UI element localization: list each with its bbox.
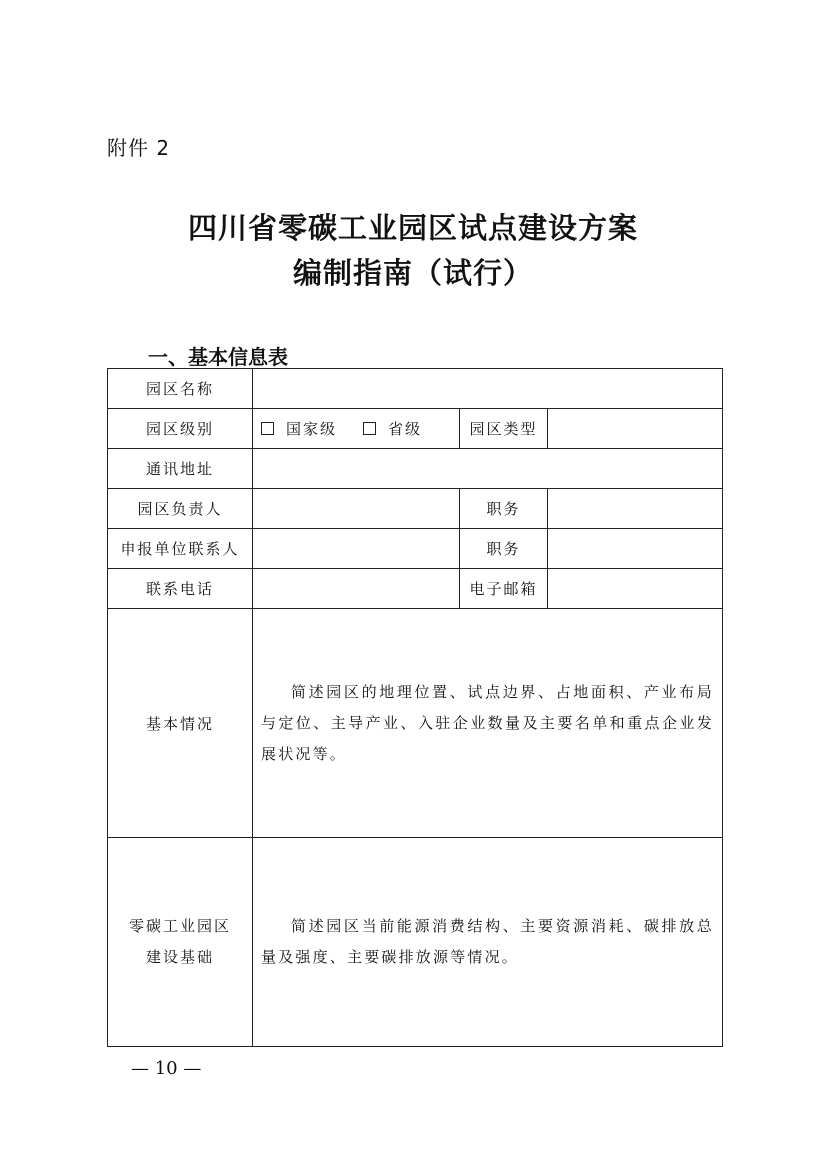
table-row-park-name xyxy=(108,369,723,409)
position-field[interactable] xyxy=(548,489,723,529)
email-label: 电子邮箱 xyxy=(460,569,548,609)
phone-field[interactable] xyxy=(253,569,460,609)
level-option-national-label: 国家级 xyxy=(286,420,338,438)
position-label: 职务 xyxy=(460,489,548,529)
table-row-phone xyxy=(108,569,723,609)
section-heading: 一、基本信息表 xyxy=(148,345,288,369)
zero-carbon-basis-field[interactable] xyxy=(253,838,723,1047)
basic-info-label: 基本情况 xyxy=(108,609,253,838)
table-row-park-level xyxy=(108,409,723,449)
park-leader-label: 园区负责人 xyxy=(108,489,253,529)
level-option-national[interactable] xyxy=(261,418,337,439)
table-row-basic-info xyxy=(108,609,723,838)
zero-carbon-basis-label-line-2: 建设基础 xyxy=(145,948,214,966)
contact-person-label: 申报单位联系人 xyxy=(108,529,253,569)
table-row-address xyxy=(108,449,723,489)
park-type-field[interactable] xyxy=(548,409,723,449)
email-field[interactable] xyxy=(548,569,723,609)
position-label: 职务 xyxy=(460,529,548,569)
address-label: 通讯地址 xyxy=(108,449,253,489)
level-option-provincial-label: 省级 xyxy=(388,420,423,438)
basic-info-table xyxy=(107,368,723,1047)
park-leader-field[interactable] xyxy=(253,489,460,529)
position-field[interactable] xyxy=(548,529,723,569)
checkbox-national[interactable] xyxy=(261,422,274,435)
park-name-label: 园区名称 xyxy=(108,369,253,409)
address-field[interactable] xyxy=(253,449,723,489)
park-type-label: 园区类型 xyxy=(460,409,548,449)
zero-carbon-basis-label-line-1: 零碳工业园区 xyxy=(128,917,231,935)
park-name-field[interactable] xyxy=(253,369,723,409)
page-number: — 10 — xyxy=(131,1058,202,1079)
park-level-options xyxy=(253,409,460,449)
table-row-contact-person xyxy=(108,529,723,569)
table-row-zero-carbon-basis xyxy=(108,838,723,1047)
checkbox-provincial[interactable] xyxy=(363,422,376,435)
level-option-provincial[interactable] xyxy=(363,418,422,439)
park-level-label: 园区级别 xyxy=(108,409,253,449)
attachment-label: 附件 2 xyxy=(107,136,171,160)
contact-person-field[interactable] xyxy=(253,529,460,569)
basic-info-description: 简述园区的地理位置、试点边界、占地面积、产业布局与定位、主导产业、入驻企业数量及主要名单和重点企业发展状况等。 xyxy=(261,682,715,763)
zero-carbon-basis-description: 简述园区当前能源消费结构、主要资源消耗、碳排放总量及强度、主要碳排放源等情况。 xyxy=(261,917,715,966)
document-title-line-2: 编制指南（试行） xyxy=(292,256,533,290)
phone-label: 联系电话 xyxy=(108,569,253,609)
zero-carbon-basis-label xyxy=(108,838,253,1047)
document-title-line-1: 四川省零碳工业园区试点建设方案 xyxy=(187,211,638,245)
basic-info-field[interactable] xyxy=(253,609,723,838)
table-row-park-leader xyxy=(108,489,723,529)
